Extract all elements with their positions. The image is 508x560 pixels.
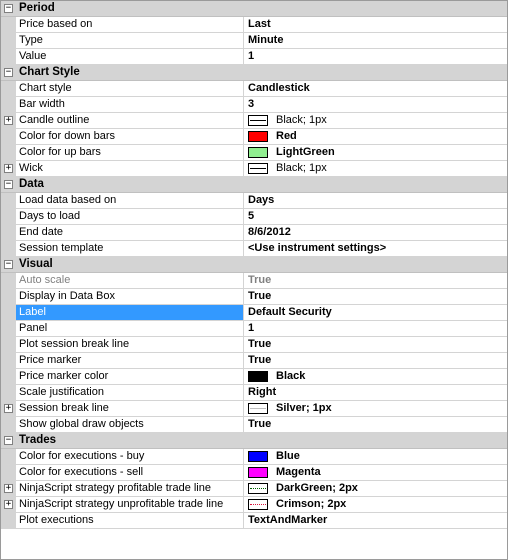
property-row[interactable] [1,497,507,513]
value-text: Red [276,130,297,142]
gutter [1,161,16,176]
property-value[interactable]: <Use instrument settings> [248,242,387,254]
collapse-icon[interactable]: − [5,3,12,13]
property-value[interactable]: Last [248,18,271,30]
collapse-icon[interactable]: − [5,259,12,269]
gutter [1,113,16,128]
gutter [1,449,16,464]
gutter [1,385,16,400]
category-label: Chart Style [19,66,80,78]
property-name: Color for up bars [16,145,244,160]
property-value[interactable] [244,497,507,512]
gutter [1,321,16,336]
gutter [1,497,16,512]
expand-icon[interactable]: + [5,499,12,509]
property-name: Price based on [16,17,244,32]
property-value[interactable] [244,113,507,128]
property-value[interactable] [244,465,507,480]
property-value[interactable] [244,145,507,160]
property-value[interactable]: 3 [248,98,255,110]
property-value[interactable]: Minute [248,34,284,46]
gutter [1,289,16,304]
category-label: Visual [19,258,53,270]
expand-icon[interactable]: + [5,483,12,493]
category-period[interactable] [1,1,507,17]
property-row[interactable] [1,113,507,129]
property-name: Scale justification [16,385,244,400]
property-name: Candle outline [16,113,244,128]
property-name: Price marker color [16,369,244,384]
property-row[interactable] [1,81,507,97]
category-data[interactable] [1,177,507,193]
gutter [1,97,16,112]
gutter [1,33,16,48]
property-name: Color for executions - buy [16,449,244,464]
property-row[interactable] [1,145,507,161]
property-row[interactable] [1,17,507,33]
value-text: LightGreen [276,146,335,158]
property-value[interactable] [244,449,507,464]
line-swatch-icon [248,403,268,414]
property-value[interactable]: True [248,354,272,366]
property-name: Plot executions [16,513,244,528]
value-text: DarkGreen; 2px [276,482,358,494]
gutter [1,81,16,96]
property-name: Chart style [16,81,244,96]
property-value[interactable]: Default Security [248,306,332,318]
gutter [1,401,16,416]
gutter [1,225,16,240]
value-text: Black [276,370,306,382]
gutter [1,481,16,496]
color-swatch-icon [248,467,268,478]
property-value[interactable] [244,481,507,496]
property-row[interactable] [1,193,507,209]
property-value[interactable]: TextAndMarker [248,514,328,526]
property-value[interactable] [244,129,507,144]
gutter [1,241,16,256]
collapse-icon[interactable]: − [5,435,12,445]
line-swatch-icon [248,115,268,126]
property-row[interactable] [1,321,507,337]
expand-icon[interactable]: + [5,115,12,125]
color-swatch-icon [248,147,268,158]
property-name: Value [16,49,244,64]
property-value[interactable]: True [248,338,272,350]
property-value[interactable]: Candlestick [248,82,310,94]
gutter [1,129,16,144]
property-name: Bar width [16,97,244,112]
property-name: Price marker [16,353,244,368]
property-name: Color for executions - sell [16,465,244,480]
dotted-line-swatch-icon [248,483,268,494]
property-row[interactable] [1,49,507,65]
expand-icon[interactable]: + [5,163,12,173]
expand-icon[interactable]: + [5,403,12,413]
property-name: Wick [16,161,244,176]
property-value[interactable] [244,369,507,384]
color-swatch-icon [248,131,268,142]
category-visual[interactable] [1,257,507,273]
property-name: Load data based on [16,193,244,208]
property-value[interactable]: True [248,418,272,430]
collapse-icon[interactable]: − [5,67,12,77]
property-row[interactable] [1,289,507,305]
gutter [1,337,16,352]
property-name: Show global draw objects [16,417,244,432]
property-row-selected[interactable] [1,305,507,321]
property-row[interactable] [1,225,507,241]
property-row[interactable] [1,97,507,113]
property-name: Panel [16,321,244,336]
gutter [1,209,16,224]
gutter [1,257,16,272]
line-swatch-icon [248,163,268,174]
value-text: Black; 1px [276,114,327,126]
property-value[interactable]: 8/6/2012 [248,226,291,238]
property-row[interactable] [1,401,507,417]
gutter [1,1,16,16]
property-row[interactable] [1,465,507,481]
property-row[interactable] [1,241,507,257]
property-value[interactable]: 5 [248,210,255,222]
property-row[interactable] [1,33,507,49]
property-name: End date [16,225,244,240]
gutter [1,273,16,288]
property-name: Display in Data Box [16,289,244,304]
property-name: Type [16,33,244,48]
category-label: Trades [19,434,57,446]
property-row[interactable] [1,513,507,529]
dotted-line-swatch-icon [248,499,268,510]
property-value[interactable]: 1 [248,50,255,62]
property-name: Auto scale [16,273,244,288]
property-value[interactable] [244,401,507,416]
property-name: Session template [16,241,244,256]
gutter [1,433,16,448]
property-name: Color for down bars [16,129,244,144]
property-value[interactable]: Days [248,194,275,206]
property-name: Label [16,305,244,320]
property-value: True [248,274,272,286]
value-text: Silver; 1px [276,402,332,414]
gutter [1,465,16,480]
property-row[interactable] [1,353,507,369]
property-row[interactable] [1,209,507,225]
property-row[interactable] [1,449,507,465]
value-text: Crimson; 2px [276,498,347,510]
property-value[interactable] [244,161,507,176]
gutter [1,193,16,208]
color-swatch-icon [248,371,268,382]
gutter [1,417,16,432]
property-row[interactable] [1,129,507,145]
gutter [1,145,16,160]
property-row[interactable] [1,481,507,497]
category-label: Data [19,178,44,190]
property-row[interactable] [1,161,507,177]
property-row[interactable] [1,273,507,289]
property-name: Session break line [16,401,244,416]
property-value[interactable]: True [248,290,272,302]
property-value[interactable]: 1 [248,322,255,334]
gutter [1,513,16,528]
property-row[interactable] [1,385,507,401]
property-row[interactable] [1,369,507,385]
gutter [1,49,16,64]
gutter [1,17,16,32]
property-row[interactable] [1,417,507,433]
gutter [1,177,16,192]
property-name: Days to load [16,209,244,224]
collapse-icon[interactable]: − [5,179,12,189]
color-swatch-icon [248,451,268,462]
category-label: Period [19,2,55,14]
gutter [1,369,16,384]
gutter [1,353,16,368]
value-text: Magenta [276,466,321,478]
gutter [1,305,16,320]
property-name: NinjaScript strategy profitable trade line [16,481,244,496]
property-value[interactable]: Right [248,386,277,398]
category-trades[interactable] [1,433,507,449]
property-row[interactable] [1,337,507,353]
gutter [1,65,16,80]
value-text: Black; 1px [276,162,327,174]
property-name: Plot session break line [16,337,244,352]
value-text: Blue [276,450,300,462]
property-name: NinjaScript strategy unprofitable trade line [16,497,244,512]
category-chart-style[interactable] [1,65,507,81]
